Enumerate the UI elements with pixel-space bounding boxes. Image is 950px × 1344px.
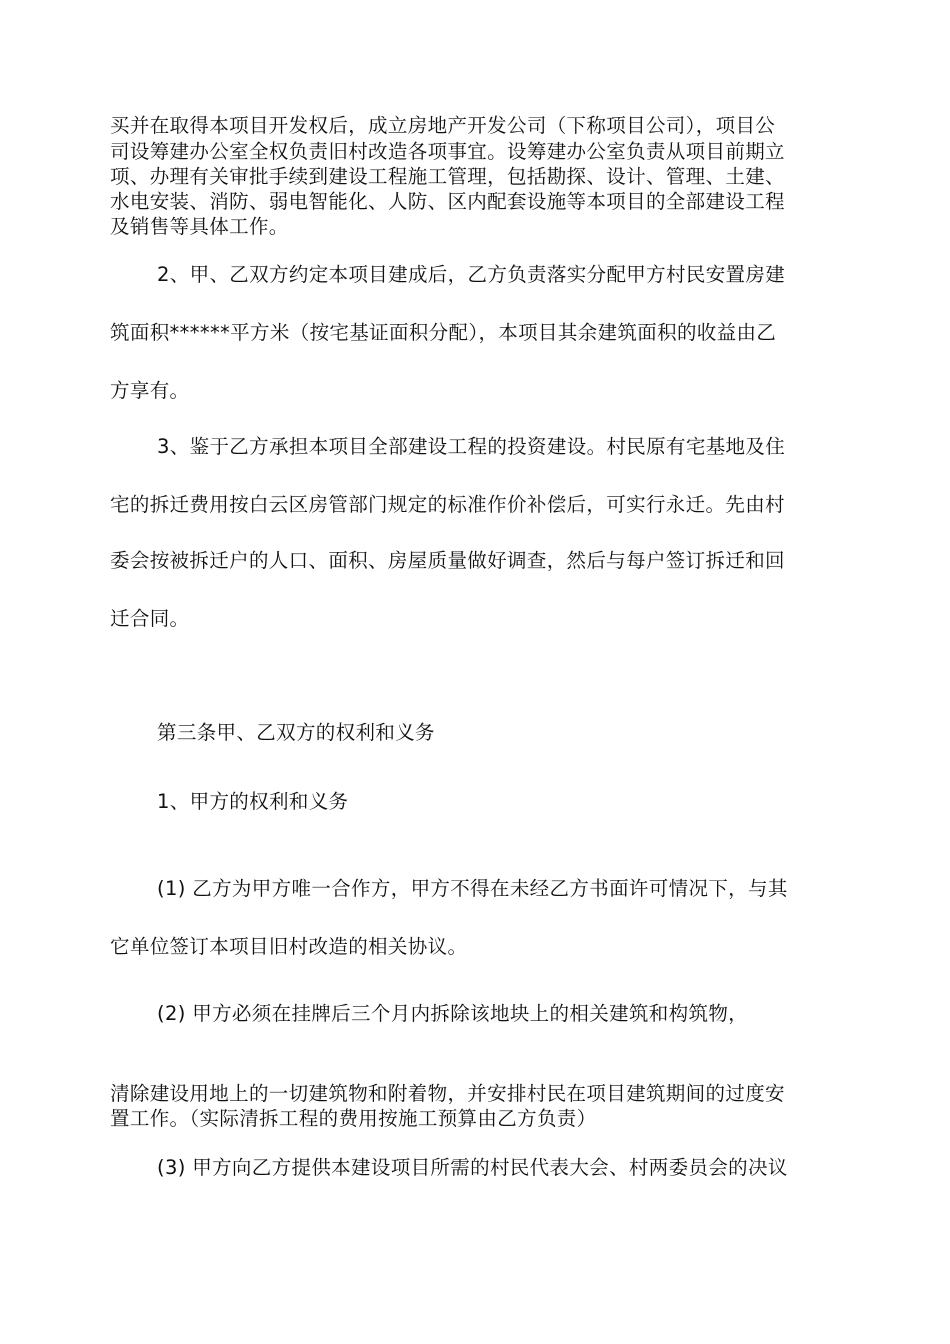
- article-3-heading: 第三条甲、乙双方的权利和义务: [157, 721, 435, 744]
- clause-3-line-3: 委会按被拆迁户的人口、面积、房屋质量做好调查，然后与每户签订拆迁和回: [110, 549, 785, 572]
- clause-2-line-1: 2、甲、乙双方约定本项目建成后，乙方负责落实分配甲方村民安置房建: [157, 263, 786, 286]
- clause-3-line-2: 宅的拆迁费用按白云区房管部门规定的标准作价补偿后，可实行永迁。先由村: [110, 493, 785, 516]
- item-2-line-2: 清除建设用地上的一切建筑物和附着物，并安排村民在项目建筑期间的过度安: [110, 1082, 785, 1105]
- item-1-line-2: 它单位签订本项目旧村改造的相关协议。: [110, 935, 468, 958]
- item-2-line-1: (2) 甲方必须在挂牌后三个月内拆除该地块上的相关建筑和构筑物，: [157, 1002, 749, 1025]
- intro-line-3: 项、办理有关审批手续到建设工程施工管理，包括勘探、设计、管理、土建、: [110, 165, 785, 188]
- item-1-line-1: (1) 乙方为甲方唯一合作方，甲方不得在未经乙方书面许可情况下，与其: [157, 877, 788, 900]
- sub-heading-party-a: 1、甲方的权利和义务: [157, 790, 349, 813]
- clause-3-line-4: 迁合同。: [110, 607, 190, 630]
- clause-2-line-3: 方享有。: [110, 379, 190, 402]
- item-3-line-1: (3) 甲方向乙方提供本建设项目所需的村民代表大会、村两委员会的决议: [157, 1156, 788, 1179]
- intro-line-4: 水电安装、消防、弱电智能化、人防、区内配套设施等本项目的全部建设工程: [110, 190, 785, 213]
- intro-line-2: 司设筹建办公室全权负责旧村改造各项事宜。设筹建办公室负责从项目前期立: [110, 140, 785, 163]
- clause-3-line-1: 3、鉴于乙方承担本项目全部建设工程的投资建设。村民原有宅基地及住: [157, 435, 786, 458]
- intro-line-5: 及销售等具体工作。: [110, 215, 289, 238]
- clause-2-line-2: 筑面积******平方米（按宅基证面积分配），本项目其余建筑面积的收益由乙: [110, 321, 777, 344]
- intro-line-1: 买并在取得本项目开发权后，成立房地产开发公司（下称项目公司），项目公: [110, 114, 776, 137]
- item-2-line-3: 置工作。（实际清拆工程的费用按施工预算由乙方负责）: [110, 1107, 597, 1130]
